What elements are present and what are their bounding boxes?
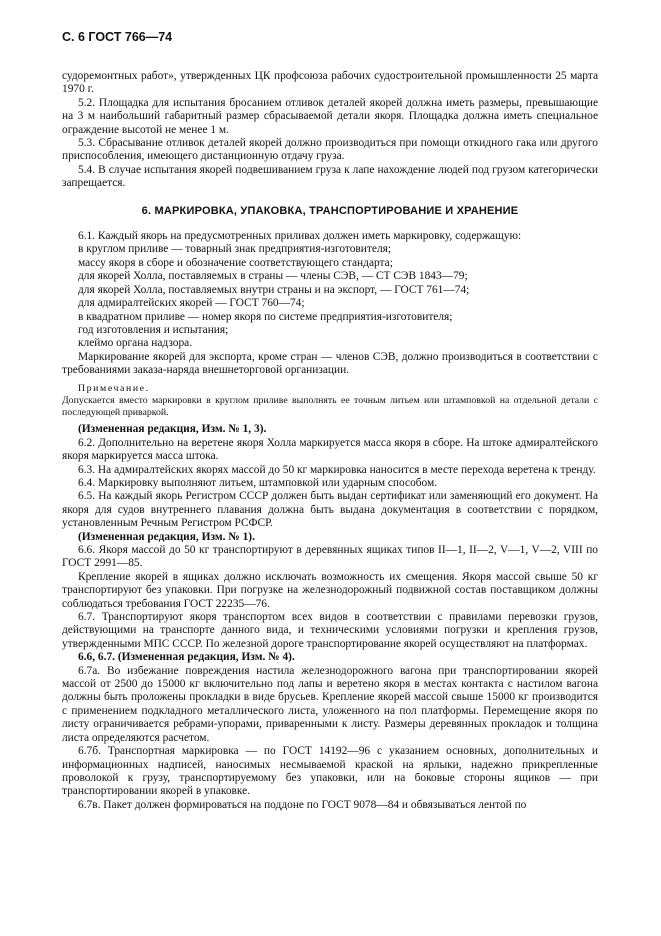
amendment-note: (Измененная редакция, Изм. № 1, 3). — [78, 423, 267, 436]
paragraph: судоремонтных работ», утвержденных ЦК профсоюза рабочих судостроительной промышленности 25 марта 1970 г. — [62, 70, 598, 96]
list-item: в круглом приливе — товарный знак предприятия-изготовителя; — [78, 243, 392, 256]
paragraph: Маркирование якорей для экспорта, кроме стран — членов СЭВ, должно производиться в соответствии с требованиями заказа-наряда внешнеторговой организации. — [62, 350, 598, 377]
paragraph: 6.2. Дополнительно на веретене якоря Холла маркируется масса якоря в сборе. На штоке адмиралтейского якоря маркируется масса штока. — [62, 436, 598, 463]
list-item: массу якоря в сборе и обозначение соответствующего стандарта; — [78, 256, 393, 269]
paragraph: 6.4. Маркировку выполняют литьем, штамповкой или ударным способом. — [78, 476, 438, 489]
section-heading: 6. МАРКИРОВКА, УПАКОВКА, ТРАНСПОРТИРОВАНИЕ И ХРАНЕНИЕ — [141, 204, 519, 217]
list-item: год изготовления и испытания; — [78, 323, 229, 336]
list-item: для якорей Холла, поставляемых в страны — члены СЭВ, — СТ СЭВ 1843—79; — [78, 270, 468, 283]
paragraph: 6.7а. Во избежание повреждения настила железнодорожного вагона при транспортировании якорей массой от 2500 до 15000 кг включительно под лапы и веретено якоря в местах контакта с настилом вагона должны быть проложены прокладки в виде брусьев. Крепление якорей массой свыше 15000 кг производится с применением подкладного металлического листа, уложенного на пол платформы. Перемещение якоря по листу ограничивается ребрами-упорами, приваренными к листу. Размеры деревянных прокладок и толщина листа определяются расчетом. — [62, 664, 598, 744]
note-title: Примечание. — [78, 382, 150, 394]
paragraph: 5.3. Сбрасывание отливок деталей якорей должно производиться при помощи откидного гака или другого приспособления, имеющего дистанционную отдачу груза. — [62, 137, 598, 163]
list-item: для адмиралтейских якорей — ГОСТ 760—74; — [78, 297, 305, 310]
list-item: клеймо органа надзора. — [78, 337, 193, 350]
paragraph: 6.3. На адмиралтейских якорях массой до 50 кг маркировка наносится в месте перехода веретена к тренду. — [78, 463, 596, 476]
page-header: С. 6 ГОСТ 766—74 — [62, 30, 173, 44]
paragraph: 6.7. Транспортируют якоря транспортом всех видов в соответствии с правилами перевозки грузов, действующими на транспорте данного вида, и техническими условиями погрузки и крепления грузов, утвержденными МПС СССР. По железной дороге транспортирование якорей осуществляют на платформах. — [62, 611, 598, 650]
amendment-note: (Измененная редакция, Изм. № 1). — [78, 530, 255, 543]
paragraph: 6.7в. Пакет должен формироваться на поддоне по ГОСТ 9078—84 и обвязываться лентой по — [78, 798, 527, 811]
note-text: Допускается вместо маркировки в круглом приливе выполнять ее точным литьем или штамповкой на отдельной детали с последующей приваркой. — [62, 394, 598, 419]
paragraph: 6.5. На каждый якорь Регистром СССР должен быть выдан сертификат или заменяющий его документ. На якоря для судов внутреннего плавания должна быть выдана документация в соответствии с порядком, установленным Речным Регистром РСФСР. — [62, 490, 598, 530]
list-item: для якорей Холла, поставляемых внутри страны и на экспорт, — ГОСТ 761—74; — [78, 283, 470, 296]
document-body — [62, 70, 598, 812]
paragraph: 5.4. В случае испытания якорей подвешиванием груза к лапе нахождение людей под грузом категорически запрещается. — [62, 163, 598, 190]
paragraph: 6.1. Каждый якорь на предусмотренных приливах должен иметь маркировку, содержащую: — [78, 230, 522, 243]
paragraph: Крепление якорей в ящиках должно исключать возможность их смещения. Якоря массой свыше 50 кг транспортируют без упаковки. При погрузке на железнодорожный подвижной состав поставщиком должны соблюдаться требования ГОСТ 22235—76. — [62, 570, 598, 610]
paragraph: 6.6. Якоря массой до 50 кг транспортируют в деревянных ящиках типов II—1, II—2, V—1, V—2, VIII по ГОСТ 2991—85. — [62, 544, 598, 570]
amendment-note: 6.6, 6.7. (Измененная редакция, Изм. № 4). — [78, 651, 295, 664]
paragraph: 6.7б. Транспортная маркировка — по ГОСТ 14192—96 с указанием основных, дополнительных и информационных надписей, наносимых несмываемой краской на ярлыки, надежно прикрепленные проволокой к грузу, транспортируемому без упаковки, или на боковые стороны ящиков — при транспортировании якорей в упаковке. — [62, 745, 598, 798]
paragraph: 5.2. Площадка для испытания бросанием отливок деталей якорей должна иметь размеры, превышающие на 3 м наибольший габаритный размер сбрасываемой детали якоря. Площадка должна иметь специальное ограждение высотой не менее 1 м. — [62, 96, 598, 136]
list-item: в квадратном приливе — номер якоря по системе предприятия-изготовителя; — [78, 310, 453, 323]
